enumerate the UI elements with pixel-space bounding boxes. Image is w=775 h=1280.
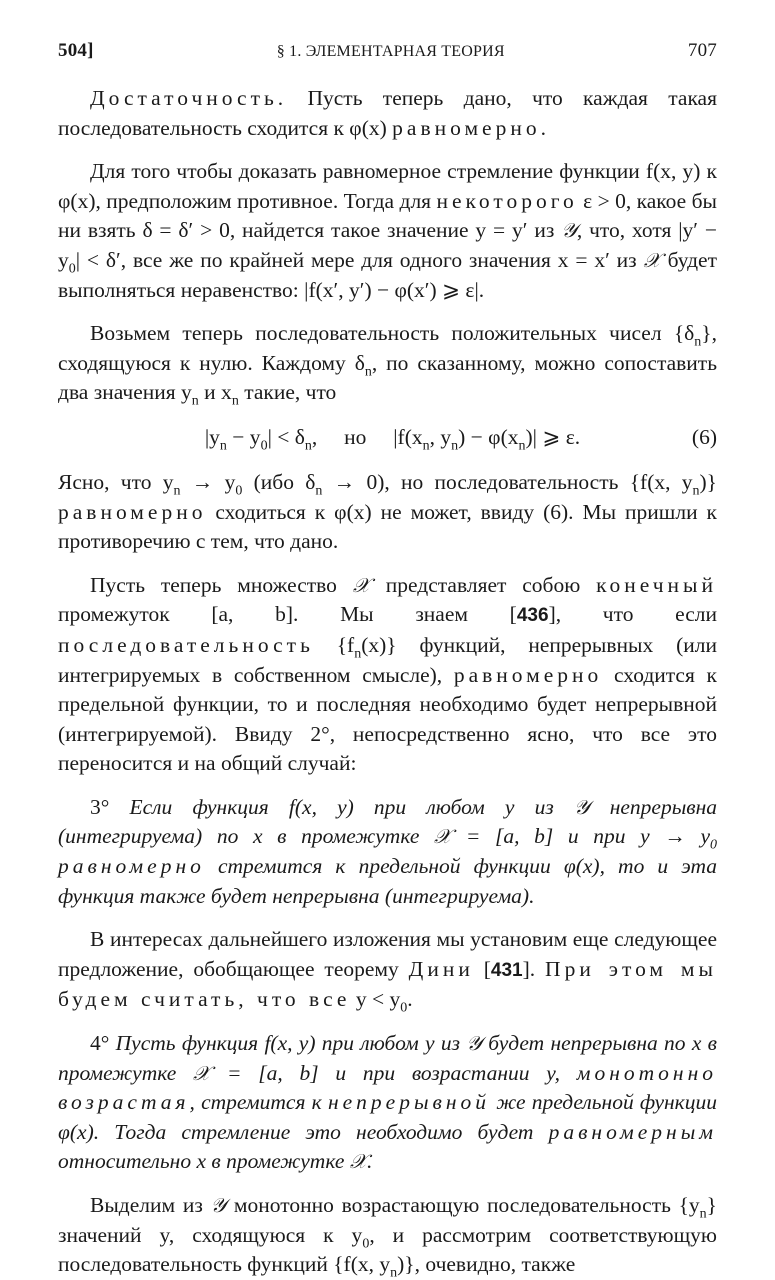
subscript: n [173, 483, 181, 499]
text-run: | < δ′, все же по крайней мере для одного значения x = x′ из [75, 247, 644, 272]
text-run: , что, хотя |y′ − y [58, 218, 717, 272]
text-run: В интересах дальнейшего изложения мы установим еще следующее предложение, обобщающее теорему [58, 927, 717, 981]
page-number: 707 [687, 40, 717, 61]
spaced-term: Достаточность. [90, 86, 288, 110]
text-run: промежуток [a, b]. Мы знаем [ [58, 602, 517, 627]
text-run: , стремится к [189, 1090, 328, 1115]
text-run: Для того чтобы доказать равномерное стремление функции f(x, y) к φ(x), предположим противное. Тогда для [58, 159, 717, 213]
text-run: . [407, 987, 413, 1012]
text-run: {f [313, 632, 355, 657]
formula-6 [58, 422, 717, 452]
paragraph-sufficiency [58, 84, 717, 143]
script-y-symbol: 𝒴 [210, 1193, 227, 1217]
subscript: n [451, 438, 459, 454]
text-run: . [366, 1149, 373, 1174]
text-run: |y [204, 424, 220, 449]
subscript: 0 [710, 837, 717, 853]
subscript: n [692, 483, 700, 499]
subscript: 0 [260, 438, 268, 454]
text-run: представляет собою [369, 572, 597, 597]
text-run: )}, очевидно, также [397, 1252, 576, 1277]
running-head [58, 40, 717, 62]
text-run: }, сходящуюся к нулю. Каждому δ [58, 321, 717, 375]
spaced-term: некоторого [436, 188, 578, 213]
text-run: такие, что [238, 380, 337, 405]
text-run: сходиться к φ(x) не может, ввиду (6). Мы пришли к противоречию с тем, что дано. [58, 499, 717, 554]
subscript: n [315, 483, 323, 499]
cross-reference: 436 [516, 605, 549, 627]
paragraph-finite-interval [58, 571, 717, 779]
spaced-term: равномерным [548, 1119, 717, 1144]
text-run: )} [699, 469, 717, 494]
text-run: Пусть теперь дано, что каждая такая последовательность сходится к φ(x) [58, 86, 717, 140]
subscript: n [364, 364, 372, 380]
text-run: Если функция f(x, y) при любом y из [129, 794, 574, 819]
text-run: будет выполняться неравенство: |f(x′, y′) − φ(x′) ⩾ ε|. [58, 247, 717, 302]
equation-number: (6) [691, 424, 717, 449]
subscript: n [191, 393, 199, 409]
script-y-symbol: 𝒴 [561, 218, 577, 243]
text-run: → 0), но последовательность {f(x, y [322, 469, 693, 494]
section-title: § 1. ЭЛЕМЕНТАРНАЯ ТЕОРИЯ [276, 43, 505, 60]
text-run: Возьмем теперь последовательность положительных чисел {δ [90, 321, 695, 346]
text-run: относительно x в промежутке [58, 1149, 350, 1174]
text-run: y < y [350, 987, 401, 1012]
text-run: монотонно возрастающую последовательность {y [226, 1193, 700, 1217]
paragraph-contradiction [58, 468, 717, 557]
text-run: )| ⩾ ε. [525, 424, 581, 449]
subscript: n [518, 438, 526, 454]
text-run: ) − φ(x [458, 424, 519, 449]
script-x-symbol: 𝒳 [643, 247, 661, 272]
spaced-term: равномерно [453, 662, 603, 687]
subscript: 0 [400, 1000, 408, 1016]
spaced-term: При этом мы будем считать, что все [58, 956, 717, 1012]
text-run: будет непрерывна по x в промежутке [58, 1031, 717, 1085]
spaced-term: конечный [596, 572, 717, 597]
theorem-number: 3° [90, 794, 130, 819]
script-x-symbol: 𝒳 [434, 824, 452, 849]
text-run: = [a, b] и при y → y [451, 824, 710, 849]
theorem-number: 4° [90, 1031, 116, 1056]
text-run: } значений y, сходящуюся к y [58, 1193, 717, 1247]
text-run: | < δ [267, 424, 305, 449]
spaced-term: монотонно возрастая [58, 1060, 717, 1115]
formula-body [58, 422, 667, 452]
spaced-term: равномерно [58, 854, 205, 879]
text-run: Пусть теперь множество [90, 572, 353, 597]
text-run: и x [198, 380, 232, 405]
paragraph-proof-4 [58, 1191, 717, 1280]
text-run: , y [429, 424, 452, 449]
text-run: − y [226, 424, 261, 449]
subscript: n [219, 438, 227, 454]
text-run: , и рассмотрим соответствующую последовательность функций {f(x, y [58, 1222, 717, 1277]
text-run: Пусть функция f(x, y) при любом y из [115, 1031, 467, 1056]
subscript: 0 [235, 483, 243, 499]
cross-reference: 431 [490, 959, 523, 981]
article-number: 504] [58, 40, 94, 61]
spaced-term: Дини [408, 956, 474, 981]
subscript: n [304, 438, 312, 454]
text-run: (x)} функций, непрерывных (или интегрируемых в собственном смысле), [58, 632, 717, 687]
subscript: n [354, 646, 362, 662]
spaced-term: последовательность [58, 632, 314, 657]
subscript: n [231, 393, 239, 409]
script-y-symbol: 𝒴 [466, 1031, 482, 1056]
text-run: стремится к предельной функции φ(x), то и эта функция также будет непрерывна (интегрируема). [58, 854, 717, 908]
text-run: , но |f(x [311, 424, 423, 449]
theorem-3 [58, 793, 717, 911]
text-run: , по сказанному, можно сопоставить два значения y [58, 350, 718, 405]
text-run: сходится к предельной функции, то и последняя необходимо будет непрерывной (интегрируемой). Ввиду 2°, непосредственно ясно, что все это переносится и на общий случай: [58, 662, 717, 776]
script-x-symbol: 𝒳 [349, 1149, 367, 1174]
script-x-symbol: 𝒳 [352, 572, 370, 597]
subscript: n [699, 1206, 707, 1222]
text-run: . [540, 115, 546, 140]
paragraph-sequence [58, 319, 717, 408]
script-x-symbol: 𝒳 [193, 1060, 211, 1085]
text-run: ], что если [548, 602, 717, 627]
text-run: → y [180, 469, 236, 494]
text-run: непрерывна (интегрируема) по x в промежутке [58, 794, 717, 849]
subscript: n [422, 438, 430, 454]
paragraph-dini [58, 925, 717, 1015]
subscript: 0 [68, 261, 76, 277]
text-run: = [a, b] и при возрастании y, [210, 1060, 577, 1085]
text-run: ε > 0, какое бы ни взять δ = δ′ > 0, найдется такое значение y = y′ из [58, 188, 717, 243]
subscript: n [694, 334, 702, 350]
spaced-term: равномерно [392, 115, 541, 140]
spaced-term: непрерывной [327, 1090, 491, 1115]
text-run: [ [473, 956, 491, 981]
subscript: 0 [362, 1235, 370, 1251]
text-run: Выделим из [90, 1193, 211, 1217]
text-run: ]. [522, 956, 546, 981]
script-y-symbol: 𝒴 [573, 794, 590, 819]
paragraph-proof [58, 157, 717, 305]
subscript: n [390, 1265, 398, 1280]
text-run: же предельной функции φ(x). Тогда стремление это необходимо будет [58, 1090, 717, 1144]
text-run: (ибо δ [242, 469, 316, 494]
text-run: Ясно, что y [58, 469, 174, 494]
spaced-term: равномерно [58, 499, 207, 524]
theorem-4 [58, 1029, 717, 1177]
